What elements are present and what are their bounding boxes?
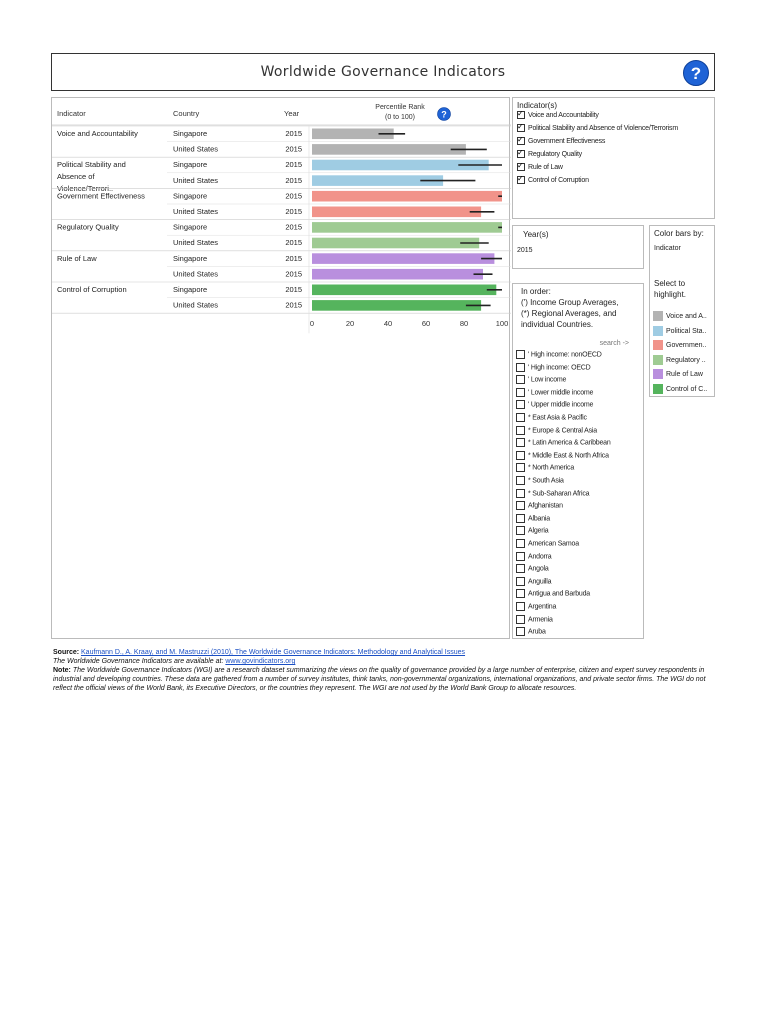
country-checkbox-label: ' High income: nonOECD — [528, 351, 602, 359]
country-checkbox-row[interactable] — [516, 438, 611, 449]
indicator-filter-header: Indicator(s) — [517, 101, 558, 110]
legend-item[interactable] — [653, 384, 707, 396]
country-checkbox-row[interactable] — [516, 627, 546, 638]
bar — [312, 222, 502, 233]
legend-label: Political Sta.. — [666, 327, 707, 335]
country-checkbox-row[interactable] — [516, 501, 563, 512]
country-checkbox-row[interactable] — [516, 388, 593, 399]
legend-label: Voice and A.. — [666, 312, 707, 320]
checkbox[interactable] — [517, 137, 525, 145]
header-indicator: Indicator — [57, 109, 86, 118]
country-checkbox-label: * South Asia — [528, 477, 564, 485]
country-checkbox-row[interactable] — [516, 363, 591, 374]
checkbox[interactable] — [516, 426, 525, 435]
rank-help-glyph: ? — [441, 109, 447, 120]
country-checkbox-row[interactable] — [516, 564, 549, 575]
country-checkbox-row[interactable] — [516, 463, 574, 474]
indicator-checkbox-row[interactable] — [517, 124, 678, 135]
country-checkbox-row[interactable] — [516, 413, 587, 424]
country-filter-panel — [512, 283, 644, 639]
country-label: Singapore — [173, 129, 208, 138]
country-header-line: (') Income Group Averages, — [521, 298, 619, 307]
checkbox[interactable] — [516, 501, 525, 510]
country-checkbox-label: Armenia — [528, 615, 553, 623]
country-checkbox-row[interactable] — [516, 589, 590, 600]
x-tick-label: 20 — [345, 319, 355, 329]
checkbox[interactable] — [516, 539, 525, 548]
header-rank-line1: Percentile Rank — [375, 104, 425, 111]
country-checkbox-label: * Middle East & North Africa — [528, 452, 609, 460]
legend-swatch — [653, 326, 663, 336]
year-label: 2015 — [285, 300, 302, 310]
checkbox[interactable] — [516, 489, 525, 498]
year-label: 2015 — [285, 191, 302, 201]
country-checkbox-row[interactable] — [516, 526, 548, 537]
indicator-label: Absence of — [57, 172, 95, 182]
year-filter-panel — [512, 225, 644, 269]
country-label: Singapore — [173, 285, 208, 294]
year-label: 2015 — [285, 144, 302, 154]
legend-swatch — [653, 355, 663, 365]
checkbox[interactable] — [516, 615, 525, 624]
checkbox[interactable] — [516, 589, 525, 598]
footer — [53, 648, 718, 693]
checkbox[interactable] — [516, 552, 525, 561]
note-text: The Worldwide Governance Indicators (WGI) are a research dataset summarizing the views on the quality of governance provided by a large number of enterprise, citizen and expert survey respondents in industrial and developing countries. These data are gathered from a number of survey institutes, think tanks, non-governmental organizations, international organizations, and private sector firms. The WGI do not reflect the official views of the World Bank, its Executive Directors, or the countries they represent. The WGI are not used by the World Bank Group to allocate resources. — [53, 667, 706, 692]
indicator-checkbox-row[interactable] — [517, 150, 582, 161]
source-label: Source: — [53, 649, 80, 656]
checkbox[interactable] — [516, 627, 525, 636]
help-icon[interactable]: ? — [683, 60, 709, 86]
country-checkbox-label: Antigua and Barbuda — [528, 590, 590, 598]
indicator-label: Regulatory Quality — [57, 222, 119, 232]
header-year: Year — [284, 109, 300, 118]
year-label: 2015 — [285, 175, 302, 185]
indicator-checkbox-label: Regulatory Quality — [528, 150, 582, 158]
country-checkbox-label: Albania — [528, 515, 550, 523]
country-checkbox-row[interactable] — [516, 552, 552, 563]
indicator-checkbox-label: Rule of Law — [528, 163, 563, 171]
checkbox[interactable] — [517, 150, 525, 158]
color-legend-panel — [649, 225, 715, 397]
x-tick-label: 60 — [421, 319, 431, 329]
country-label: United States — [173, 269, 219, 279]
legend-item[interactable] — [653, 311, 707, 323]
legend-item[interactable] — [653, 369, 703, 381]
checkbox[interactable] — [516, 476, 525, 485]
header-country: Country — [173, 109, 200, 118]
checkbox[interactable] — [516, 350, 525, 359]
bar — [312, 238, 479, 249]
country-checkbox-label: * Europe & Central Asia — [528, 426, 597, 434]
indicator-filter-panel — [512, 97, 715, 219]
country-checkbox-row[interactable] — [516, 489, 589, 500]
bar — [312, 300, 481, 311]
checkbox[interactable] — [516, 363, 525, 372]
country-search-link[interactable]: search -> — [599, 340, 629, 347]
bar — [312, 207, 481, 218]
indicator-label: Government Effectiveness — [57, 191, 145, 201]
country-checkbox-label: * Latin America & Caribbean — [528, 439, 611, 447]
country-checkbox-row[interactable] — [516, 514, 550, 525]
year-label: 2015 — [285, 269, 302, 279]
country-checkbox-row[interactable] — [516, 539, 579, 550]
indicator-label: Rule of Law — [57, 253, 97, 263]
legend-swatch — [653, 384, 663, 394]
x-tick-label: 100 — [495, 319, 509, 329]
checkbox[interactable] — [516, 577, 525, 586]
footer-note — [53, 666, 718, 693]
color-legend-header: Color bars by: — [654, 229, 704, 238]
checkbox[interactable] — [516, 451, 525, 460]
country-checkbox-row[interactable] — [516, 476, 564, 487]
country-label: Singapore — [173, 253, 208, 263]
country-checkbox-row[interactable] — [516, 350, 602, 361]
footer-available — [53, 657, 718, 666]
year-filter-header: Year(s) — [523, 230, 549, 239]
country-checkbox-label: Aruba — [528, 628, 546, 636]
legend-label: Regulatory .. — [666, 356, 706, 364]
available-link[interactable]: www.govindicators.org — [225, 658, 296, 665]
country-checkbox-label: * Sub-Saharan Africa — [528, 489, 590, 497]
checkbox[interactable] — [516, 413, 525, 422]
indicator-label: Political Stability and — [57, 160, 126, 170]
legend-swatch — [653, 340, 663, 350]
checkbox[interactable] — [516, 514, 525, 523]
governance-chart — [52, 98, 511, 640]
title-box — [51, 53, 715, 91]
checkbox[interactable] — [517, 124, 525, 132]
country-label: United States — [173, 300, 219, 310]
source-link[interactable]: Kaufmann D., A. Kraay, and M. Mastruzzi (2010), The Worldwide Governance Indicators: Methodology and Analytical Issues — [81, 649, 466, 656]
indicator-checkbox-row[interactable] — [517, 176, 589, 187]
available-text: The Worldwide Governance Indicators are available at: — [53, 658, 224, 665]
indicator-checkbox-label: Control of Corruption — [528, 176, 589, 184]
legend-item[interactable] — [653, 355, 706, 367]
country-checkbox-row[interactable] — [516, 602, 556, 613]
country-checkbox-label: * North America — [528, 464, 575, 472]
country-checkbox-label: * East Asia & Pacific — [528, 414, 587, 422]
country-checkbox-row[interactable] — [516, 577, 551, 588]
country-label: United States — [173, 175, 219, 185]
year-label: 2015 — [285, 129, 302, 138]
year-label: 2015 — [285, 285, 302, 294]
country-label: Singapore — [173, 222, 208, 232]
country-checkbox-label: Afghanistan — [528, 502, 563, 510]
page-title: Worldwide Governance Indicators — [260, 64, 506, 80]
indicator-label: Violence/Terrori.. — [57, 184, 114, 194]
country-checkbox-label: Anguilla — [528, 578, 552, 586]
year-label: 2015 — [285, 238, 302, 248]
checkbox[interactable] — [516, 602, 525, 611]
indicator-checkbox-label: Government Effectiveness — [528, 137, 606, 145]
bar — [312, 269, 483, 280]
indicator-checkbox-row[interactable] — [517, 111, 599, 122]
year-filter-value[interactable]: 2015 — [517, 247, 533, 254]
bar — [312, 285, 496, 296]
year-label: 2015 — [285, 222, 302, 232]
indicator-label: Control of Corruption — [57, 285, 127, 294]
country-checkbox-label: ' High income: OECD — [528, 363, 591, 371]
checkbox[interactable] — [516, 526, 525, 535]
checkbox[interactable] — [516, 375, 525, 384]
bar — [312, 191, 502, 202]
indicator-checkbox-row[interactable] — [517, 163, 563, 174]
chart-panel — [51, 97, 510, 639]
country-checkbox-row[interactable] — [516, 400, 593, 411]
highlight-instruction: Select to highlight. — [654, 279, 687, 299]
country-checkbox-row[interactable] — [516, 375, 566, 386]
country-label: United States — [173, 238, 219, 248]
footer-source — [53, 648, 718, 657]
legend-item[interactable] — [653, 340, 706, 352]
country-checkbox-label: Algeria — [528, 527, 549, 535]
checkbox[interactable] — [516, 564, 525, 573]
note-label: Note: — [53, 667, 71, 674]
year-label: 2015 — [285, 207, 302, 216]
checkbox[interactable] — [516, 400, 525, 409]
country-filter-header — [521, 286, 643, 330]
country-header-line: (*) Regional Averages, and individual Countries. — [521, 309, 617, 329]
country-label: Singapore — [173, 191, 208, 201]
country-checkbox-row[interactable] — [516, 426, 597, 437]
checkbox[interactable] — [516, 388, 525, 397]
country-label: United States — [173, 144, 219, 154]
checkbox[interactable] — [516, 463, 525, 472]
indicator-checkbox-row[interactable] — [517, 137, 605, 148]
legend-swatch — [653, 369, 663, 379]
indicator-label: Voice and Accountability — [57, 129, 138, 138]
legend-label: Control of C.. — [666, 385, 708, 393]
checkbox[interactable] — [517, 111, 525, 119]
country-checkbox-row[interactable] — [516, 615, 553, 626]
country-checkbox-label: ' Lower middle income — [528, 389, 594, 397]
bar — [312, 253, 494, 264]
year-label: 2015 — [285, 253, 302, 263]
year-label: 2015 — [285, 160, 302, 170]
x-tick-label: 40 — [383, 319, 393, 329]
legend-label: Governmen.. — [666, 341, 707, 349]
country-checkbox-label: ' Upper middle income — [528, 401, 594, 409]
country-label: United States — [173, 207, 219, 216]
indicator-checkbox-label: Political Stability and Absence of Violence/Terrorism — [528, 124, 678, 132]
country-checkbox-label: Argentina — [528, 603, 557, 611]
indicator-checkbox-label: Voice and Accountability — [528, 111, 599, 119]
legend-swatch — [653, 311, 663, 321]
country-checkbox-label: Andorra — [528, 552, 552, 560]
x-tick-label: 0 — [309, 319, 315, 329]
bar — [312, 144, 466, 155]
country-checkbox-label: American Samoa — [528, 540, 579, 548]
country-checkbox-row[interactable] — [516, 451, 609, 462]
country-checkbox-label: ' Low income — [528, 376, 567, 384]
country-label: Singapore — [173, 160, 208, 170]
country-header-line: In order: — [521, 287, 551, 296]
legend-label: Rule of Law — [666, 370, 703, 378]
legend-item[interactable] — [653, 326, 706, 338]
country-checkbox-label: Angola — [528, 565, 549, 573]
header-rank-line2: (0 to 100) — [385, 114, 415, 121]
checkbox[interactable] — [517, 176, 525, 184]
checkbox[interactable] — [516, 438, 525, 447]
x-tick-label: 80 — [459, 319, 469, 329]
checkbox[interactable] — [517, 163, 525, 171]
color-legend-value[interactable]: Indicator — [654, 245, 681, 252]
